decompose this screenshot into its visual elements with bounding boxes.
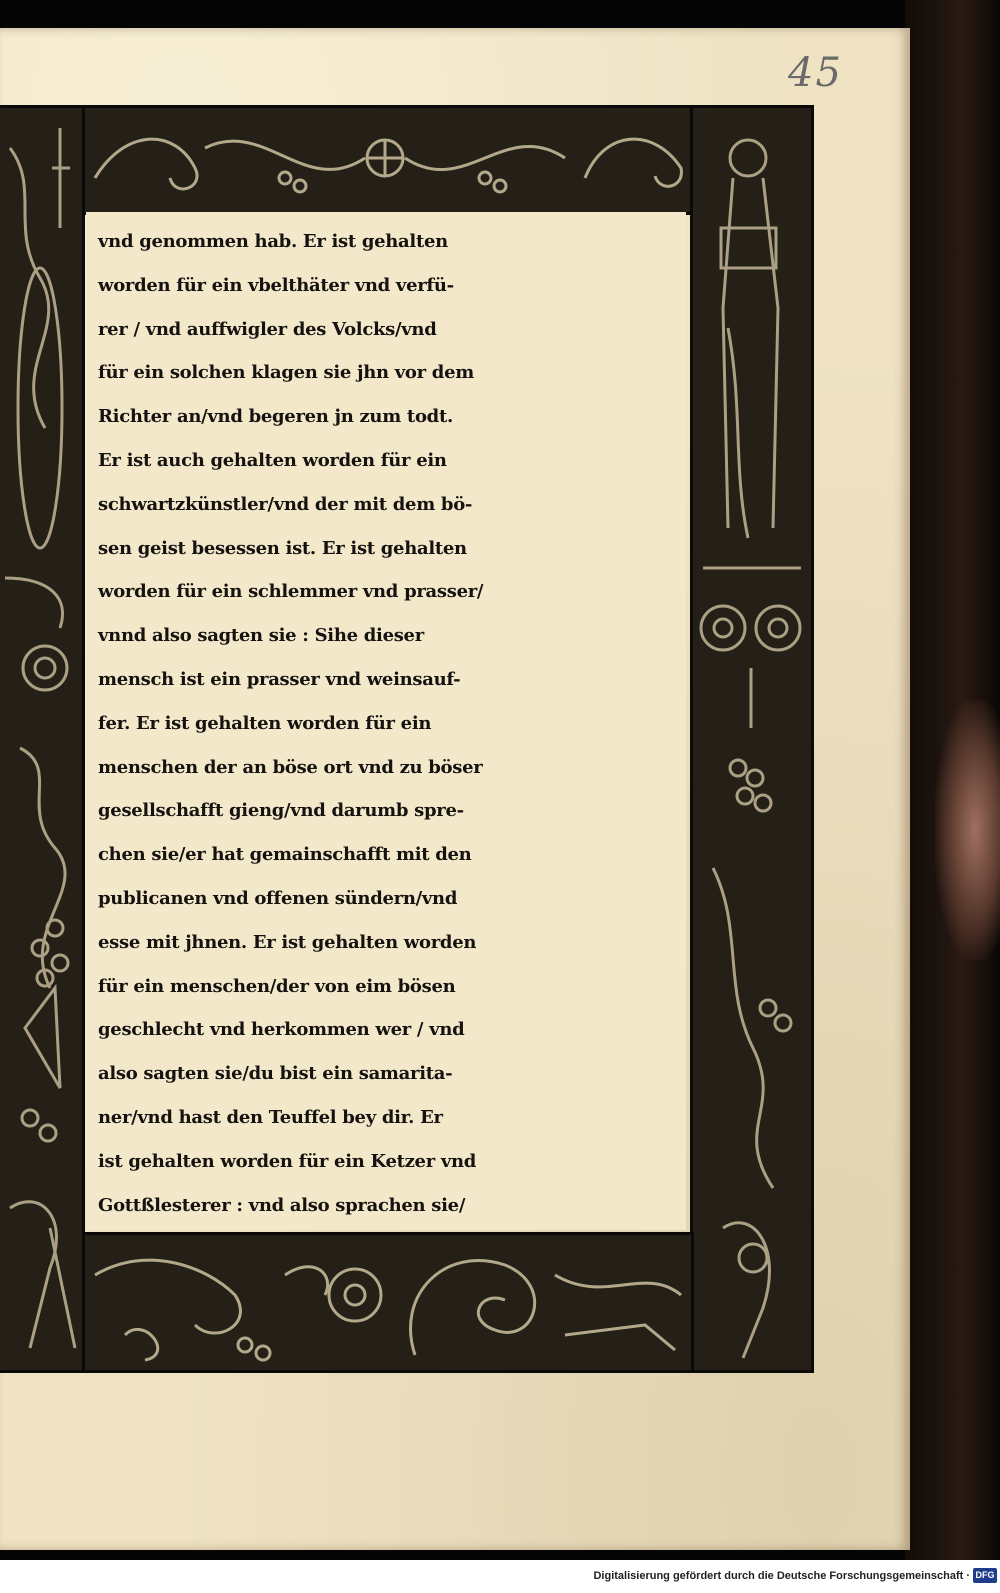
woodcut-border-left xyxy=(0,105,85,1373)
text-line: gesellschafft gieng/vnd darumb spre- xyxy=(98,800,464,822)
text-line: worden für ein vbelthäter vnd verfü- xyxy=(98,274,454,296)
text-line: für ein menschen/der von eim bösen xyxy=(98,975,456,997)
funding-credit: Digitalisierung gefördert durch die Deutsche Forschungsgemeinschaft · xyxy=(593,1570,970,1582)
text-line: rer / vnd auffwigler des Volcks/vnd xyxy=(98,318,437,340)
text-line: vnnd also sagten sie : Sihe dieser xyxy=(98,625,424,647)
text-line: geschlecht vnd herkommen wer / vnd xyxy=(98,1019,465,1041)
text-line: schwartzkünstler/vnd der mit dem bö- xyxy=(98,493,473,515)
page-number: 45 xyxy=(788,50,843,96)
text-line: publicanen vnd offenen sündern/vnd xyxy=(98,887,458,909)
text-line: esse mit jhnen. Er ist gehalten worden xyxy=(98,931,477,953)
text-line: für ein solchen klagen sie jhn vor dem xyxy=(98,362,474,384)
woodcut-border-bottom xyxy=(82,1232,694,1373)
text-block xyxy=(98,220,688,1227)
text-line: fer. Er ist gehalten worden für ein xyxy=(98,712,432,734)
text-line: ner/vnd hast den Teuffel bey dir. Er xyxy=(98,1106,443,1128)
text-line: worden für ein schlemmer vnd prasser/ xyxy=(98,581,484,603)
text-line: Er ist auch gehalten worden für ein xyxy=(98,449,447,471)
text-line: Gottßlesterer : vnd also sprachen sie/ xyxy=(98,1194,466,1216)
text-line: menschen der an böse ort vnd zu böser xyxy=(98,756,483,778)
woodcut-border-right xyxy=(690,105,814,1373)
footer-bar xyxy=(0,1560,1000,1593)
text-line: vnd genommen hab. Er ist gehalten xyxy=(98,231,448,252)
text-line: Richter an/vnd begeren jn zum todt. xyxy=(98,406,453,428)
text-line: chen sie/er hat gemainschafft mit den xyxy=(98,844,472,866)
woodcut-border-top xyxy=(82,105,694,215)
scan-background-glow xyxy=(935,700,1000,960)
dfg-logo: DFG xyxy=(973,1568,997,1583)
text-line: mensch ist ein prasser vnd weinsauf- xyxy=(98,668,461,690)
text-line: also sagten sie/du bist ein samarita- xyxy=(98,1063,453,1085)
text-line: sen geist besessen ist. Er ist gehalten xyxy=(98,537,467,559)
text-line: ist gehalten worden für ein Ketzer vnd xyxy=(98,1150,477,1172)
